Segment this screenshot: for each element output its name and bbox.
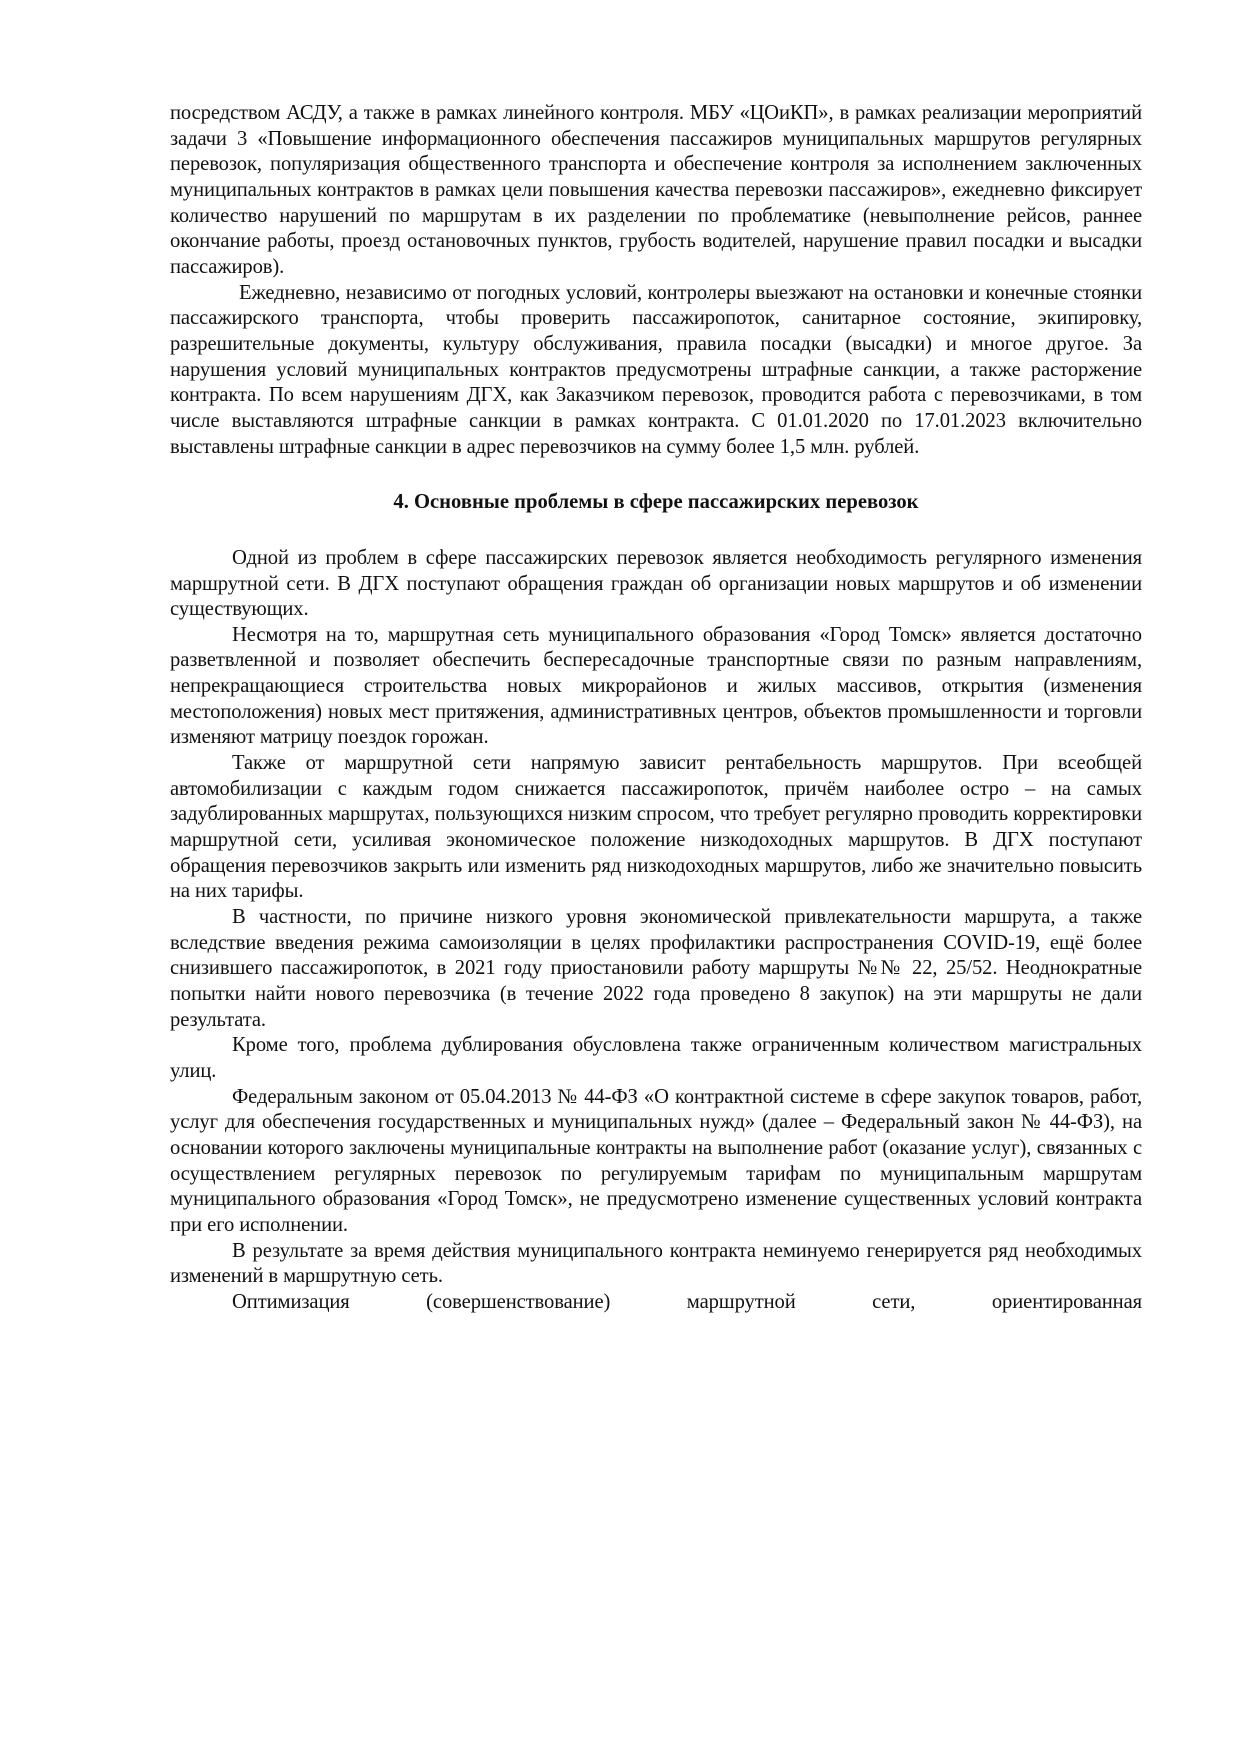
paragraph-daily-inspections: Ежедневно, независимо от погодных условий, контролеры выезжают на остановки и конечные стоянки пассажирского транспорта, чтобы проверить пассажиропоток, санитарное состояние, экипировку, разрешительные документы, культуру обслуживания, правила посадки (высадки) и многое другое. За нарушения условий муниципальных контрактов предусмотрены штрафные санкции, а также расторжение контракта. По всем нарушениям ДГХ, как Заказчиком перевозок, проводится работа с перевозчиками, в том числе выставляются штрафные санкции в рамках контракта. С 01.01.2020 по 17.01.2023 включительно выставлены штрафные санкции в адрес перевозчиков на сумму более 1,5 млн. рублей.	[170, 281, 1142, 458]
section-heading: 4. Основные проблемы в сфере пассажирских перевозок	[393, 491, 919, 514]
spacer	[170, 460, 1142, 490]
paragraph-federal-law-44fz: Федеральным законом от 05.04.2013 № 44-ФЗ «О контрактной системе в сфере закупок товаров, работ, услуг для обеспечения государственных и муниципальных нужд» (далее – Федеральный закон № 44-ФЗ), на основании которого заключены муниципальные контракты на выполнение работ (оказание услуг), связанных с осуществлением регулярных перевозок по регулируемым тарифам по муниципальным маршрутам муниципального образования «Город Томск», не предусмотрено изменение существенных условий контракта при его исполнении.	[170, 1085, 1142, 1236]
spacer	[170, 516, 1142, 546]
paragraph-profitability: Также от маршрутной сети напрямую зависит рентабельность маршрутов. При всеобщей автомобилизации с каждым годом снижается пассажиропоток, причём наиболее остро – на самых задублированных маршрутах, пользующихся низким спросом, что требует регулярно проводить корректировки маршрутной сети, усиливая экономическое положение низкодоходных маршрутов. В ДГХ поступают обращения перевозчиков закрыть или изменить ряд низкодоходных маршрутов, либо же значительно повысить на них тарифы.	[170, 752, 1142, 903]
paragraph-tomsk-network: Несмотря на то, маршрутная сеть муниципального образования «Город Томск» является достаточно разветвленной и позволяет обеспечить беспересадочные транспортные связи по разным направлениям, непрекращающиеся строительства новых микрорайонов и жилых массивов, открытия (изменения местоположения) новых мест притяжения, административных центров, объектов промышленности и торговли изменяют матрицу поездок горожан.	[170, 623, 1142, 749]
paragraph-contract-changes: В результате за время действия муниципального контракта неминуемо генерируется ряд необходимых изменений в маршрутную сеть.	[170, 1239, 1142, 1288]
document-page	[170, 101, 1142, 1316]
paragraph-optimization: Оптимизация (совершенствование) маршрутной сети, ориентированная	[232, 1290, 1142, 1313]
paragraph-duplication: Кроме того, проблема дублирования обусловлена также ограниченным количеством магистральных улиц.	[170, 1034, 1142, 1082]
paragraph-covid-suspension: В частности, по причине низкого уровня экономической привлекательности маршрута, а также вследствие введения режима самоизоляции в целях профилактики распространения COVID-19, ещё более снизившего пассажиропоток, в 2021 году приостановили работу маршруты №№ 22, 25/52. Неоднократные попытки найти нового перевозчика (в течение 2022 года проведено 8 закупок) на эти маршруты не дали результата.	[170, 906, 1142, 1031]
paragraph-asdu-control: посредством АСДУ, а также в рамках линейного контроля. МБУ «ЦОиКП», в рамках реализации мероприятий задачи 3 «Повышение информационного обеспечения пассажиров муниципальных маршрутов регулярных перевозок, популяризация общественного транспорта и обеспечение контроля за исполнением заключенных муниципальных контрактов в рамках цели повышения качества перевозки пассажиров», ежедневно фиксирует количество нарушений по маршрутам в их разделении по проблематике (невыполнение рейсов, раннее окончание работы, проезд остановочных пунктов, грубость водителей, нарушение правил посадки и высадки пассажиров).	[170, 102, 1142, 278]
paragraph-route-network-changes: Одной из проблем в сфере пассажирских перевозок является необходимость регулярного изменения маршрутной сети. В ДГХ поступают обращения граждан об организации новых маршрутов и об изменении существующих.	[170, 546, 1142, 621]
